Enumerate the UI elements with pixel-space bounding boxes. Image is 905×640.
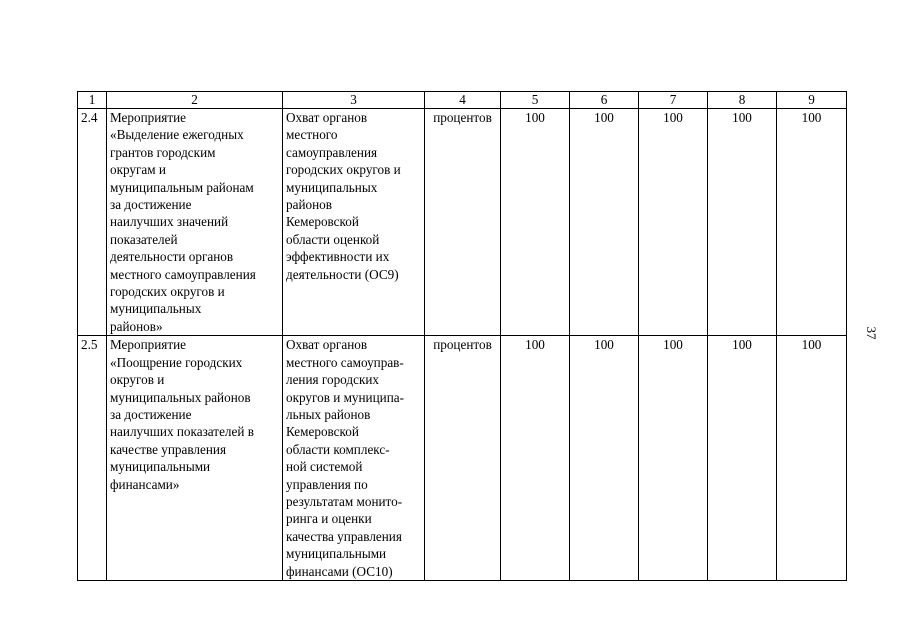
header-cell: 4 bbox=[425, 92, 501, 109]
unit-cell: процентов bbox=[425, 336, 501, 581]
table-header-row bbox=[78, 92, 847, 109]
table-row bbox=[78, 336, 847, 581]
unit-cell: процентов bbox=[425, 109, 501, 336]
header-cell: 9 bbox=[777, 92, 847, 109]
header-cell: 5 bbox=[501, 92, 570, 109]
value-cell: 100 bbox=[639, 336, 708, 581]
row-number: 2.4 bbox=[78, 109, 107, 336]
table-row bbox=[78, 109, 847, 336]
header-cell: 7 bbox=[639, 92, 708, 109]
page-number: 37 bbox=[864, 326, 879, 340]
value-cell: 100 bbox=[708, 336, 777, 581]
value-cell: 100 bbox=[777, 336, 847, 581]
indicator-cell: Охват органов местного самоуправ- ления городских округов и муниципа- льных районов Кемеровской области комплекс- ной системой управления по результатам монито- ринга и оценки качества управления муниципальными финансами (ОС10) bbox=[283, 336, 425, 581]
indicator-cell: Охват органов местного самоуправления городских округов и муниципальных районов Кемеровской области оценкой эффективности их деятельности (ОС9) bbox=[283, 109, 425, 336]
value-cell: 100 bbox=[570, 336, 639, 581]
header-cell: 6 bbox=[570, 92, 639, 109]
value-cell: 100 bbox=[708, 109, 777, 336]
header-cell: 8 bbox=[708, 92, 777, 109]
value-cell: 100 bbox=[570, 109, 639, 336]
measure-cell: Мероприятие «Выделение ежегодных грантов городским округам и муниципальным районам за достижение наилучших значений показателей деятельности органов местного самоуправления городских округов и муниципальных районов» bbox=[107, 109, 283, 336]
value-cell: 100 bbox=[639, 109, 708, 336]
value-cell: 100 bbox=[501, 109, 570, 336]
indicators-table bbox=[77, 91, 847, 581]
header-cell: 1 bbox=[78, 92, 107, 109]
header-cell: 3 bbox=[283, 92, 425, 109]
header-cell: 2 bbox=[107, 92, 283, 109]
value-cell: 100 bbox=[501, 336, 570, 581]
value-cell: 100 bbox=[777, 109, 847, 336]
row-number: 2.5 bbox=[78, 336, 107, 581]
measure-cell: Мероприятие «Поощрение городских округов и муниципальных районов за достижение наилучших показателей в качестве управления муниципальными финансами» bbox=[107, 336, 283, 581]
